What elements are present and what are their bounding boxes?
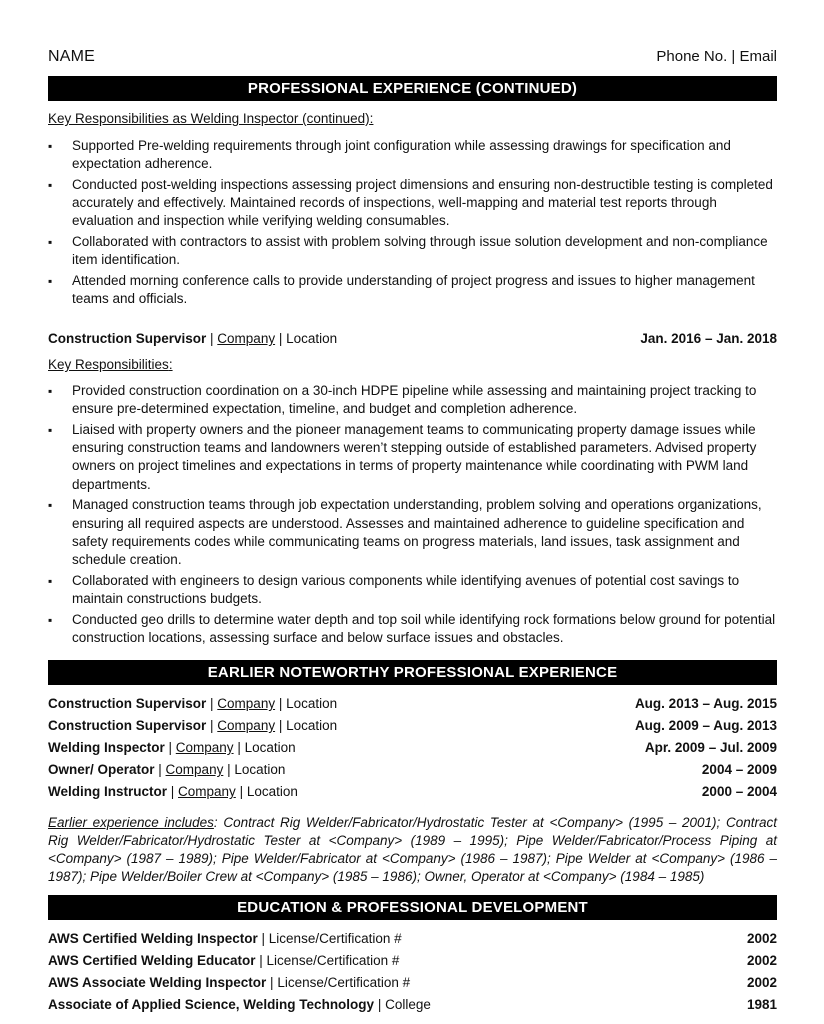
separator: |: [374, 997, 386, 1012]
company-link: Company: [178, 784, 236, 799]
role-dates: Jan. 2016 – Jan. 2018: [640, 331, 777, 346]
header: [48, 48, 777, 70]
inspector-bullets: [48, 137, 777, 311]
role-location: Location: [234, 762, 286, 777]
list-item: ▪ Attended morning conference calls to provide understanding of project progress and issues to higher management teams and officials.: [48, 272, 777, 308]
separator: |: [275, 696, 287, 711]
earlier-role-row: [48, 740, 777, 758]
separator: |: [206, 331, 218, 346]
credential-title: AWS Certified Welding Inspector: [48, 931, 258, 946]
role-construction-supervisor: [48, 331, 777, 349]
separator: |: [206, 696, 218, 711]
separator: |: [266, 975, 278, 990]
list-item: ▪ Conducted post-welding inspections assessing project dimensions and ensuring non-destructible testing is completed accurately and effectively. Maintained records of inspections, well-mapping and material test reports through evaluation and inspection while verifying welding consumables.: [48, 176, 777, 231]
earlier-note-lead: Earlier experience includes: [48, 815, 214, 830]
role-dates: Apr. 2009 – Jul. 2009: [644, 740, 777, 755]
credential-year: 2002: [746, 931, 777, 946]
company-link: Company: [217, 696, 276, 711]
list-item: ▪ Collaborated with contractors to assist with problem solving through issue solution development and non-compliance item identification.: [48, 233, 777, 269]
education-row: [48, 975, 777, 993]
company-link: Company: [165, 762, 224, 777]
earlier-note-text: : Contract Rig Welder/Fabricator/Hydrostatic Tester at <Company> (1995 – 2001); Contract Rig Welder/Fabricator/Hydrostatic Tester at <Company> (1989 – 1995); Pipe Welder/Fabricator/Process Piping at <Company> (1987 – 1989); Pipe Welder/Fabricator at <Company> (1986 – 1987); Pipe Welder at <Company> (1986 – 1987); Pipe Welder/Boiler Crew at <Company> (1985 – 1986); Owner, Operator at <Company> (1984 – 1985): [48, 815, 777, 884]
list-item: ▪ Conducted geo drills to determine water depth and top soil while identifying rock formations below ground for potential construction locations, assessing surface and below surface issues and obstacles.: [48, 611, 777, 647]
role-location: Location: [286, 331, 338, 346]
education-row: [48, 953, 777, 971]
role-title: Construction Supervisor: [48, 718, 207, 733]
role-dates: 2000 – 2004: [701, 784, 777, 799]
role-title: Welding Inspector: [48, 740, 165, 755]
separator: |: [223, 762, 235, 777]
role-location: Location: [246, 784, 298, 799]
separator: |: [167, 784, 179, 799]
separator: |: [255, 953, 267, 968]
inspector-subheading: [48, 111, 373, 126]
role-title: Construction Supervisor: [48, 331, 207, 346]
company-link: Company: [217, 331, 276, 346]
credential-detail: College: [385, 997, 431, 1012]
list-item: ▪ Collaborated with engineers to design various components while identifying avenues of potential cost savings to maintain constructions budgets.: [48, 572, 777, 608]
supervisor-subheading-text: Key Responsibilities: [48, 357, 169, 372]
role-title: Welding Instructor: [48, 784, 168, 799]
role-location: Location: [244, 740, 296, 755]
role-location: Location: [286, 696, 338, 711]
list-item: ▪ Supported Pre-welding requirements through joint configuration while assessing drawings for specification and expectation adherence.: [48, 137, 777, 173]
list-item: ▪ Liaised with property owners and the pioneer management teams to communicating property damage issues while ensuring construction teams and landowners weren’t stepping outside of established parameters. Advised property owners on project timelines and expectations in terms of property maintenance while coordinating with PWM land departments.: [48, 421, 777, 494]
education-row: [48, 997, 777, 1015]
credential-title: AWS Associate Welding Inspector: [48, 975, 267, 990]
credential-detail: License/Certification #: [268, 931, 402, 946]
colon: :: [168, 357, 173, 372]
separator: |: [275, 718, 287, 733]
section-header-continued: PROFESSIONAL EXPERIENCE (CONTINUED): [48, 76, 777, 101]
earlier-role-row: [48, 784, 777, 802]
credential-detail: License/Certification #: [266, 953, 400, 968]
earlier-role-row: [48, 696, 777, 714]
list-item: ▪ Provided construction coordination on a 30-inch HDPE pipeline while assessing and maintaining project tracking to ensure pre-determined expectation, timeline, and budget and completion adherence.: [48, 382, 777, 418]
separator: |: [233, 740, 245, 755]
credential-year: 1981: [746, 997, 777, 1012]
credential-detail: License/Certification #: [277, 975, 411, 990]
separator: |: [275, 331, 287, 346]
separator: |: [206, 718, 218, 733]
company-link: Company: [175, 740, 234, 755]
contact-info: Phone No. | Email: [656, 48, 777, 65]
section-header-education: EDUCATION & PROFESSIONAL DEVELOPMENT: [48, 895, 777, 920]
supervisor-bullets: [48, 382, 777, 650]
education-row: [48, 931, 777, 949]
credential-title: AWS Certified Welding Educator: [48, 953, 256, 968]
inspector-subheading-text: Key Responsibilities as Welding Inspector (continued): [48, 111, 370, 126]
candidate-name: NAME: [48, 48, 96, 65]
role-dates: Aug. 2009 – Aug. 2013: [634, 718, 777, 733]
list-item: ▪ Managed construction teams through job expectation understanding, problem solving and operations organizations, ensuring all required aspects are understood. Assesses and maintained adherence to guideline specification and safety requirements codes while communicating teams on progress materials, land issues, task assignment and schedule creation.: [48, 496, 777, 569]
role-dates: 2004 – 2009: [701, 762, 777, 777]
credential-year: 2002: [746, 975, 777, 990]
section-header-earlier: EARLIER NOTEWORTHY PROFESSIONAL EXPERIENCE: [48, 660, 777, 685]
separator: |: [164, 740, 176, 755]
separator: |: [257, 931, 269, 946]
separator: |: [235, 784, 247, 799]
earlier-experience-note: [48, 814, 777, 886]
credential-year: 2002: [746, 953, 777, 968]
credential-title: Associate of Applied Science, Welding Technology: [48, 997, 375, 1012]
role-location: Location: [286, 718, 338, 733]
role-title: Owner/ Operator: [48, 762, 155, 777]
supervisor-subheading: [48, 357, 173, 372]
earlier-role-row: [48, 762, 777, 780]
role-dates: Aug. 2013 – Aug. 2015: [634, 696, 777, 711]
company-link: Company: [217, 718, 276, 733]
separator: |: [154, 762, 166, 777]
role-title: Construction Supervisor: [48, 696, 207, 711]
colon: :: [369, 111, 374, 126]
earlier-role-row: [48, 718, 777, 736]
